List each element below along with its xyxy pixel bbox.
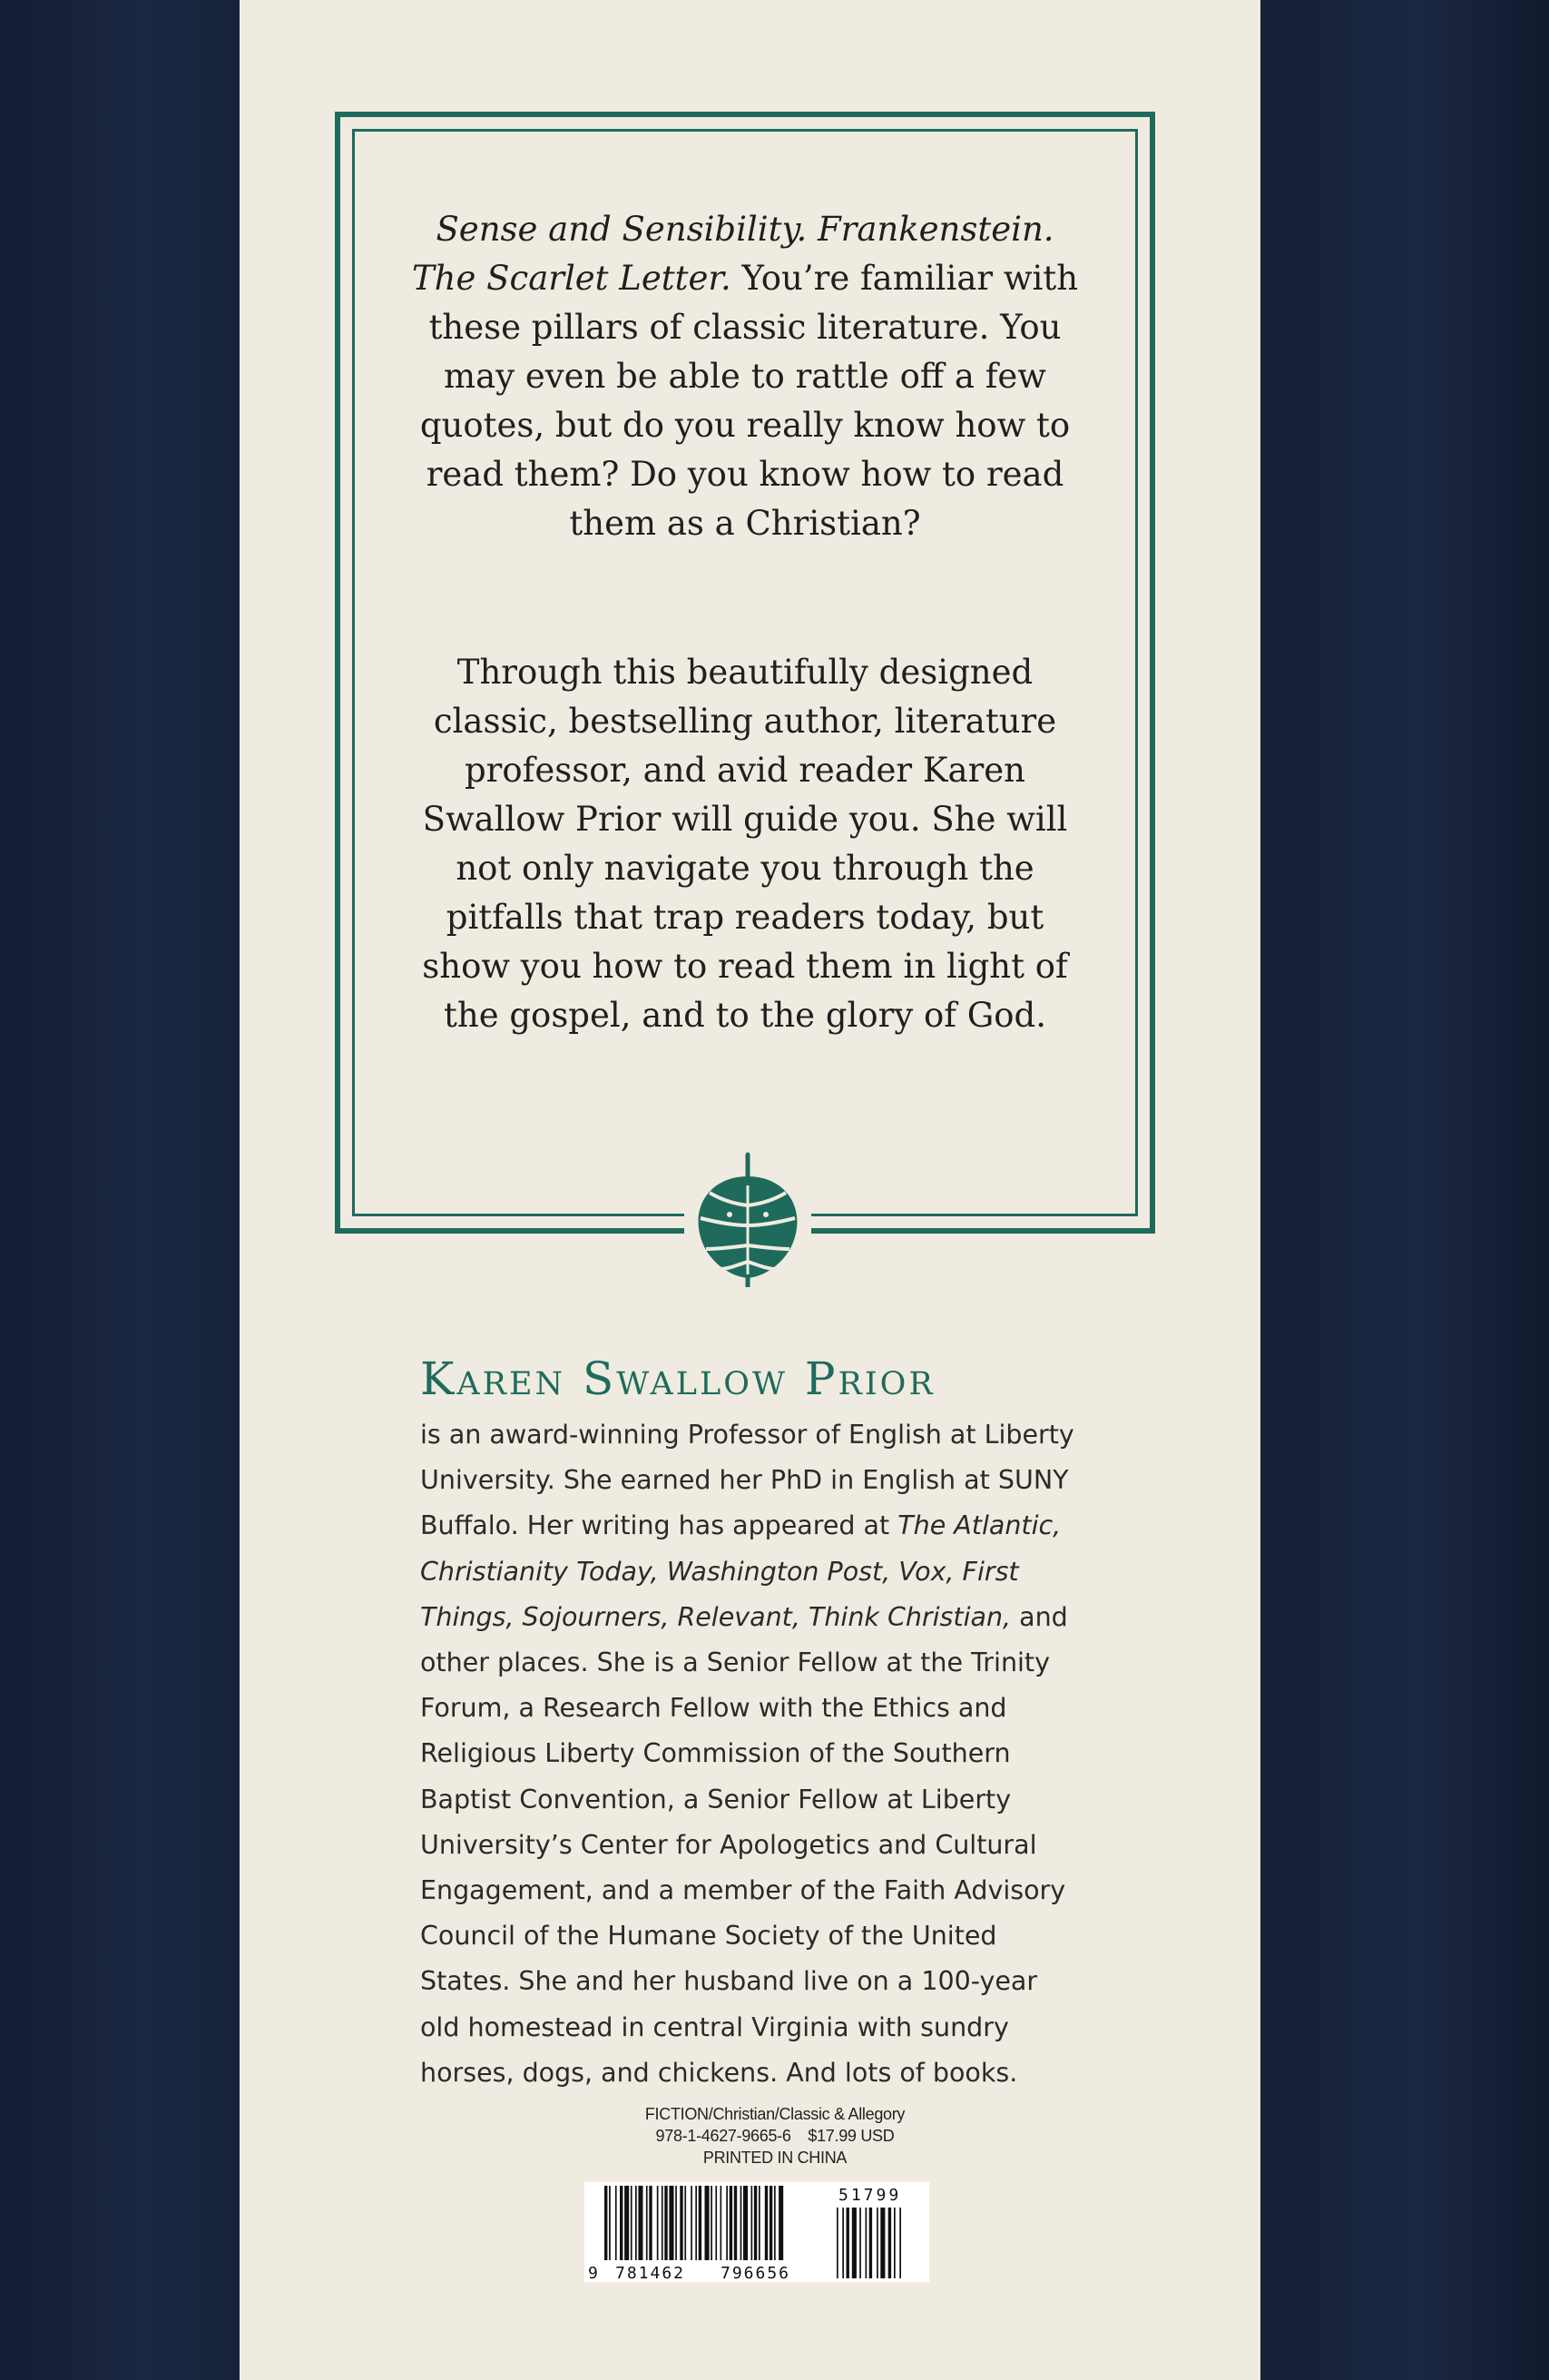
author-name: Karen Swallow Prior <box>420 1352 936 1405</box>
printed-in: PRINTED IN CHINA <box>702 2149 848 2167</box>
blurb-paragraph-1 <box>403 205 1087 548</box>
frame-ornament <box>684 1151 811 1296</box>
book-isbn-price <box>593 2125 956 2147</box>
book-isbn: 978-1-4627-9665-6 <box>655 2127 791 2145</box>
barcode-addon-digits: 51799 <box>838 2186 902 2205</box>
cover-right-edge <box>1309 0 1549 2380</box>
author-bio-publications: The Atlantic, Christianity Today, Washington Post, Vox, First Things, Sojourners, Relevant, Think Christian, <box>420 1510 1062 1632</box>
blurb-paragraph-1-text: You’re familiar with these pillars of classic literature. You may even be able to rattle off a few quotes, but do you really know how to read them? Do you know how to read them as a Christian? <box>419 259 1079 543</box>
author-bio-end: and other places. She is a Senior Fellow at the Trinity Forum, a Research Fellow with the Ethics and Religious Liberty Commission of the Southern Baptist Convention, a Senior Fellow at Liberty University’s Center for Apologetics and Cultural Engagement, and a member of the Faith Advisory Council of the Humane Society of the United States. She and her husband live on a 100-year old homestead in central Virginia with sundry horses, dogs, and chickens. And lots of books. <box>420 1601 1068 2088</box>
cover-left-edge <box>0 0 240 2380</box>
isbn-barcode <box>584 2182 929 2282</box>
book-category: FICTION/Christian/Classic & Allegory <box>644 2105 906 2123</box>
book-meta <box>593 2103 956 2169</box>
monstera-leaf-icon <box>684 1151 811 1287</box>
book-price: $17.99 USD <box>808 2127 895 2145</box>
author-bio <box>420 1412 1083 2096</box>
barcode-digits-right: 796656 <box>721 2264 791 2282</box>
blurb-book-titles: Sense and Sensibility. Frankenstein. The Scarlet Letter. <box>411 210 1054 298</box>
blurb-paragraph-2: Through this beautifully designed classic, bestselling author, literature professor, and avid reader Karen Swallow Prior will guide you. She will not only navigate you through the pitfalls that trap readers today, but show you how to read them in light of the gospel, and to the glory of God. <box>422 653 1068 1035</box>
author-bio-start: is an award-winning Professor of English at Liberty University. She earned her PhD in English at SUNY Buffalo. Her writing has appeared at <box>420 1420 1074 1541</box>
barcode-digits-left: 781462 <box>615 2264 686 2282</box>
back-cover-panel <box>240 0 1260 2380</box>
barcode-lead-digit: 9 <box>588 2264 598 2282</box>
